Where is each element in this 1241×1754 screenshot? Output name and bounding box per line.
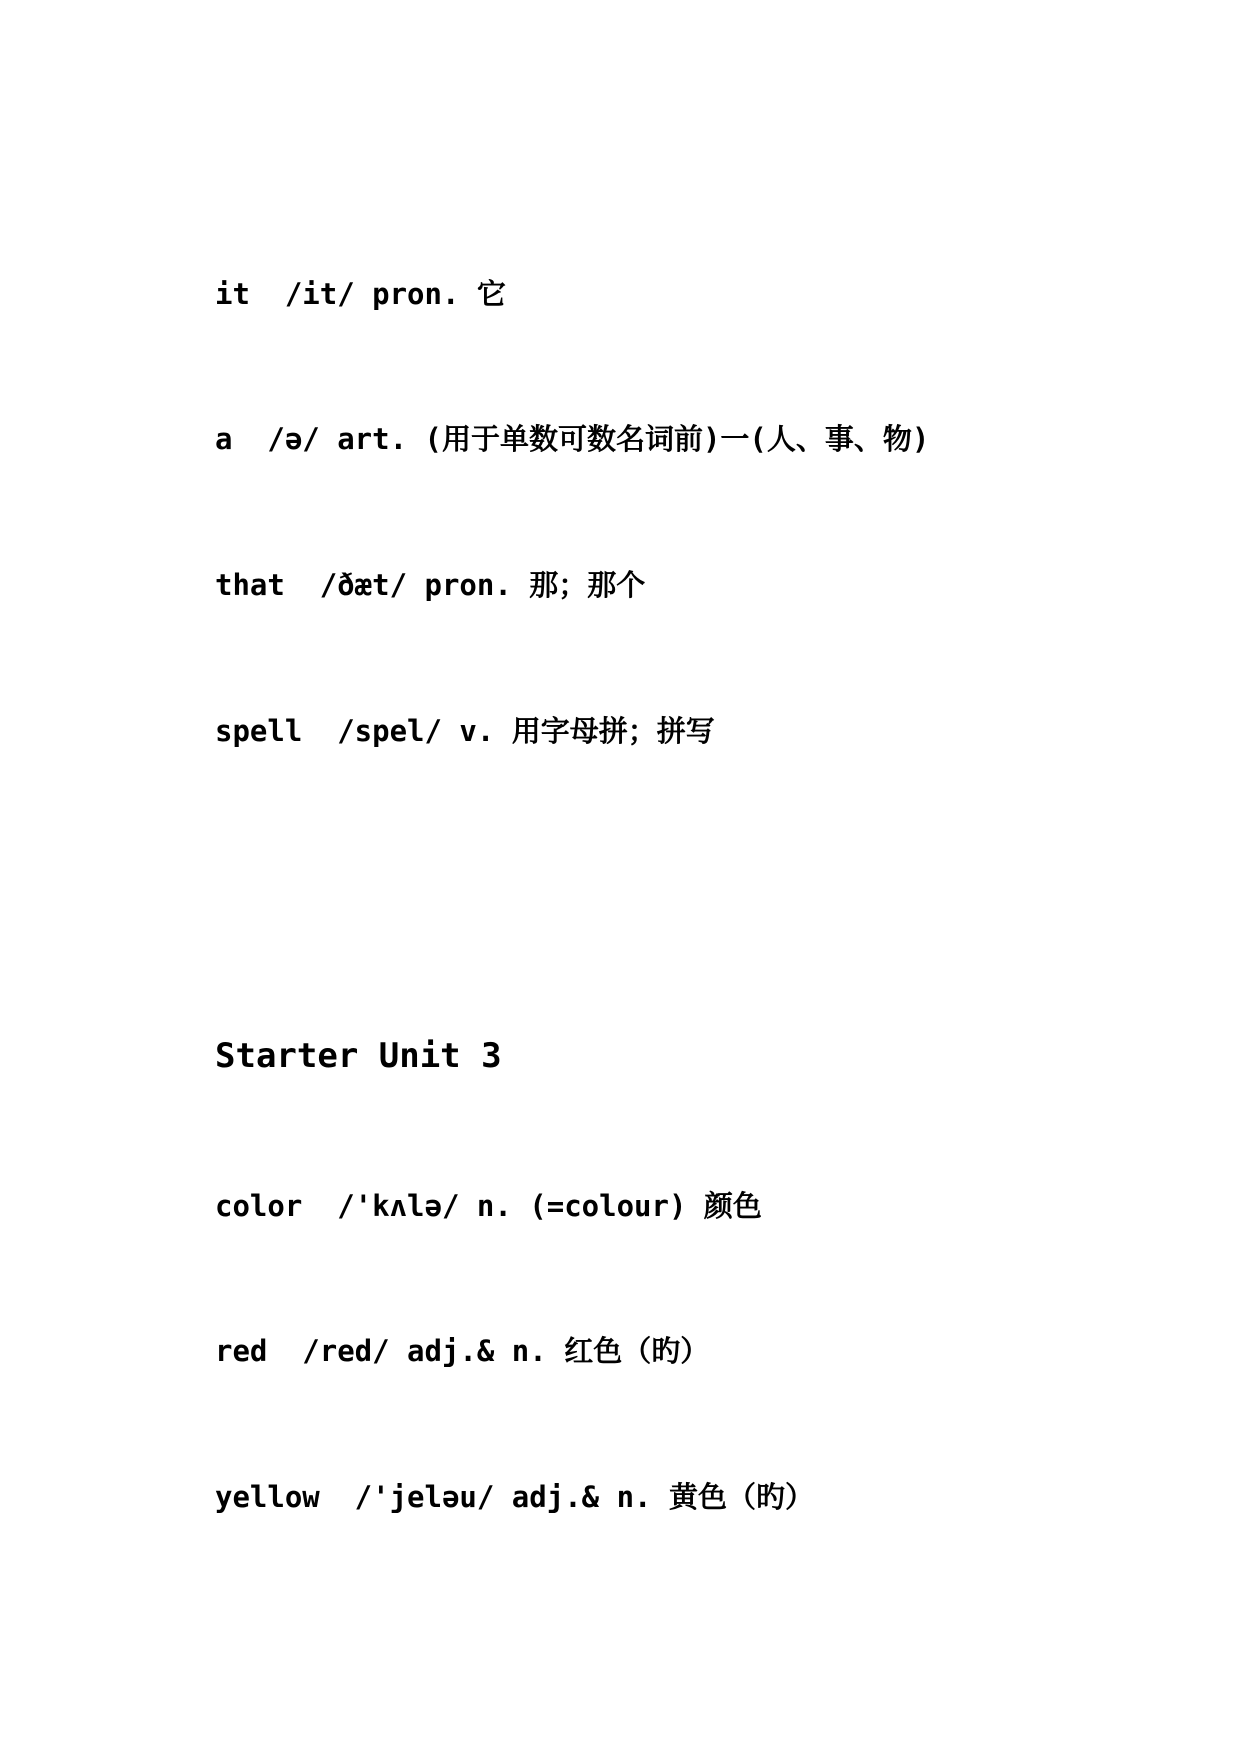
vocab-entry-that: that /ðæt/ pron. 那；那个 [215, 568, 646, 602]
vocab-entry-yellow: yellow /'jeləu/ adj.& n. 黄色（旳） [215, 1480, 814, 1514]
section-heading-starter-unit-3: Starter Unit 3 [215, 1036, 502, 1076]
vocab-entry-a: a /ə/ art. (用于单数可数名词前)一(人、事、物) [215, 422, 930, 456]
vocab-entry-color: color /'kʌlə/ n. (=colour) 颜色 [215, 1189, 762, 1223]
vocab-entry-spell: spell /spel/ v. 用字母拼；拼写 [215, 714, 715, 748]
vocab-entry-it: it /it/ pron. 它 [215, 277, 506, 311]
vocab-entry-red: red /red/ adj.& n. 红色（旳） [215, 1334, 710, 1368]
